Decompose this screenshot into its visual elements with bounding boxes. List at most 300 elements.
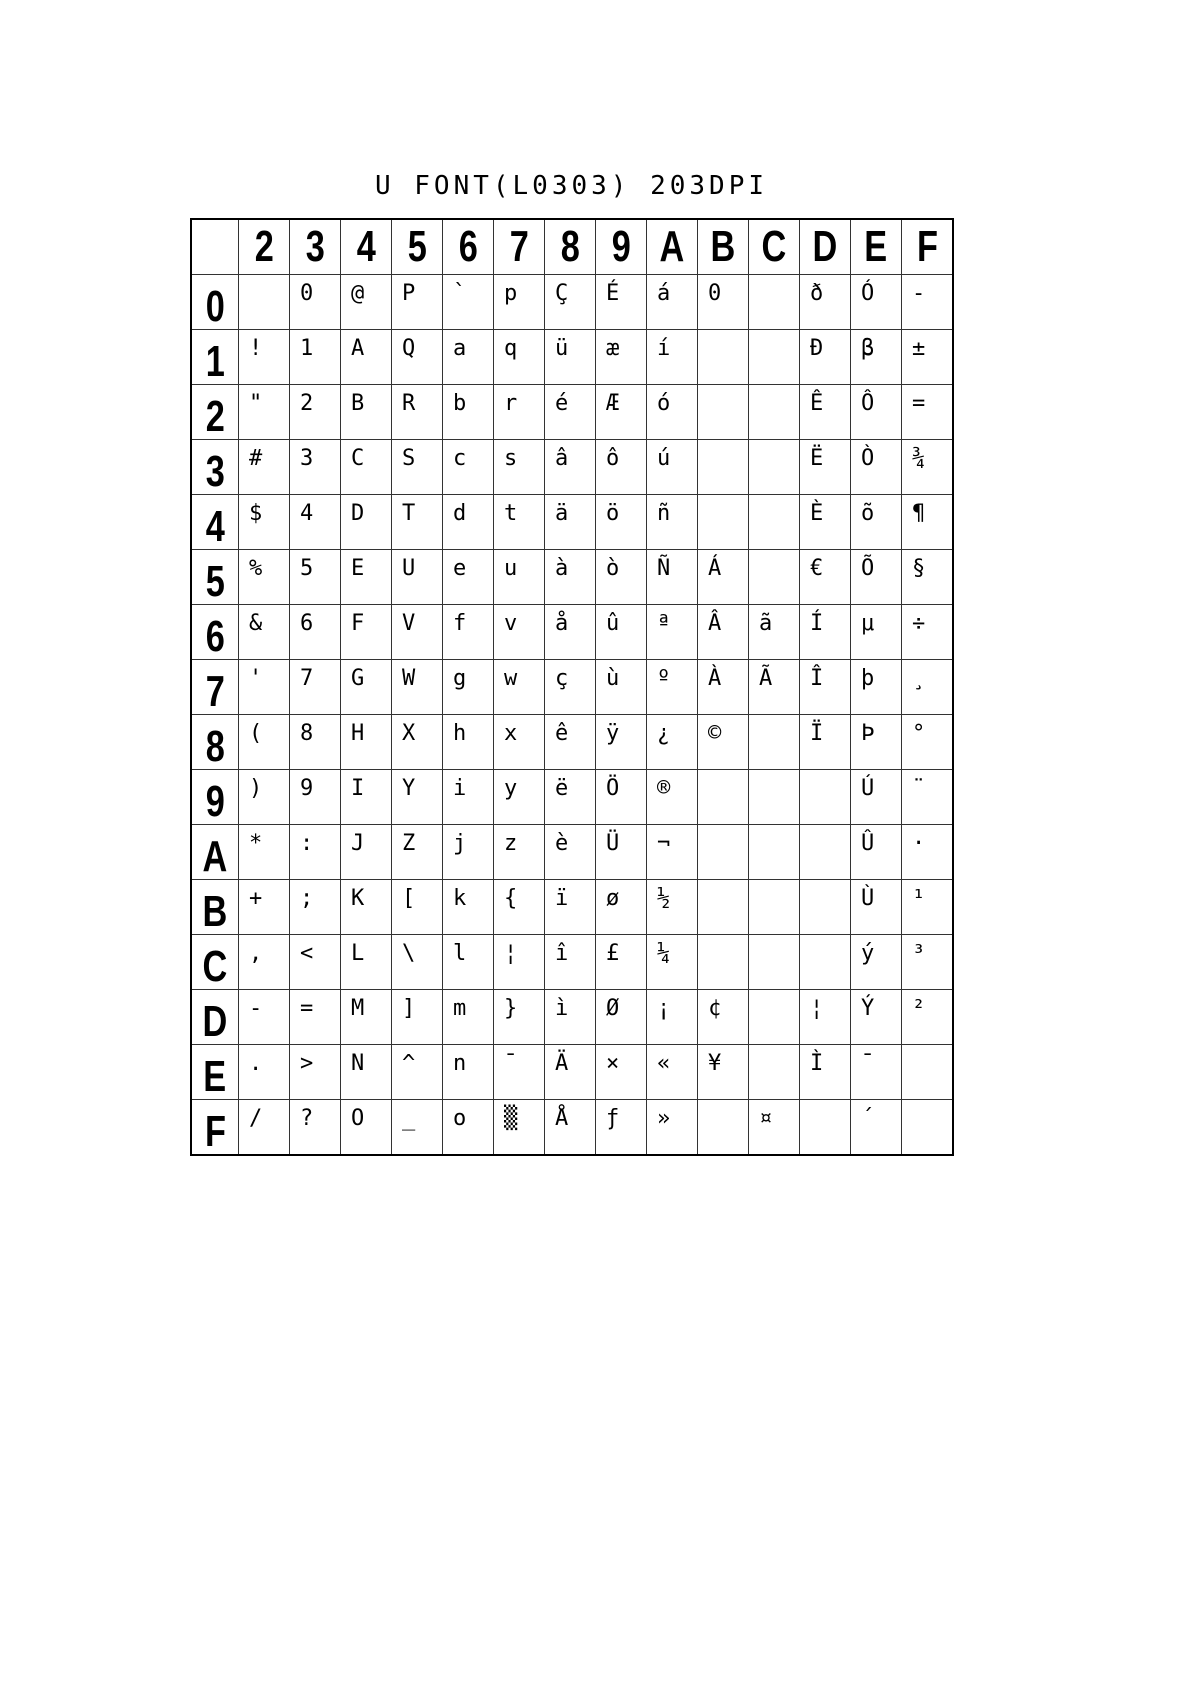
glyph: 8	[300, 721, 314, 746]
glyph: ê	[555, 721, 569, 746]
row-header-7	[191, 660, 239, 715]
table-row	[191, 825, 953, 880]
glyph-cell	[290, 770, 341, 825]
glyph: (	[249, 721, 263, 746]
glyph-cell	[341, 330, 392, 385]
glyph: Ñ	[657, 556, 671, 581]
glyph: ò	[606, 556, 620, 581]
column-header-label: C	[761, 222, 787, 271]
glyph-cell	[341, 440, 392, 495]
glyph: q	[504, 336, 518, 361]
glyph-cell	[800, 660, 851, 715]
glyph: .	[249, 1051, 263, 1076]
glyph-cell	[392, 1100, 443, 1156]
glyph-cell	[800, 1100, 851, 1156]
column-header-9	[596, 219, 647, 275]
glyph: ¾	[912, 446, 926, 471]
glyph-cell	[749, 275, 800, 330]
glyph-cell	[545, 770, 596, 825]
glyph-cell	[494, 770, 545, 825]
glyph-cell	[443, 275, 494, 330]
glyph-cell	[545, 935, 596, 990]
glyph	[749, 715, 799, 723]
glyph-cell	[545, 550, 596, 605]
row-header-6	[191, 605, 239, 660]
glyph: !	[249, 336, 263, 361]
glyph	[698, 440, 748, 448]
glyph-cell	[596, 715, 647, 770]
glyph: R	[402, 391, 416, 416]
glyph-cell	[341, 935, 392, 990]
glyph	[698, 825, 748, 833]
glyph: j	[453, 831, 467, 856]
glyph: À	[708, 666, 722, 691]
glyph-cell	[800, 330, 851, 385]
glyph: m	[453, 996, 467, 1021]
glyph	[698, 330, 748, 338]
glyph-cell	[545, 495, 596, 550]
glyph: %	[249, 556, 263, 581]
column-header-b	[698, 219, 749, 275]
glyph-cell	[392, 275, 443, 330]
glyph	[749, 990, 799, 998]
glyph: β	[861, 336, 875, 361]
glyph: ¬	[657, 831, 671, 856]
glyph-cell	[239, 440, 290, 495]
glyph-cell	[494, 550, 545, 605]
glyph: ¯	[861, 1051, 875, 1076]
glyph: T	[402, 501, 416, 526]
glyph: ñ	[657, 501, 671, 526]
glyph-cell	[239, 385, 290, 440]
column-header-4	[341, 219, 392, 275]
glyph: K	[351, 886, 365, 911]
glyph-cell	[494, 715, 545, 770]
table-row	[191, 770, 953, 825]
glyph-cell	[596, 385, 647, 440]
glyph	[698, 880, 748, 888]
glyph-cell	[902, 825, 954, 880]
glyph: Ù	[861, 886, 875, 911]
glyph-cell	[239, 330, 290, 385]
row-header-label: 5	[205, 557, 225, 605]
glyph: å	[555, 611, 569, 636]
glyph-cell	[902, 880, 954, 935]
glyph: ¤	[759, 1106, 773, 1131]
glyph-cell	[392, 770, 443, 825]
glyph: ^	[402, 1051, 416, 1076]
glyph-cell	[902, 605, 954, 660]
row-header-9	[191, 770, 239, 825]
column-header-label: B	[710, 222, 736, 271]
glyph-cell	[698, 880, 749, 935]
glyph: l	[453, 941, 467, 966]
glyph: ¿	[657, 721, 671, 746]
glyph-cell	[698, 715, 749, 770]
glyph: ®	[657, 776, 671, 801]
table-row	[191, 330, 953, 385]
row-header-3	[191, 440, 239, 495]
glyph-cell	[545, 660, 596, 715]
glyph-cell	[545, 1100, 596, 1156]
glyph: J	[351, 831, 365, 856]
column-header-3	[290, 219, 341, 275]
glyph: ä	[555, 501, 569, 526]
glyph: ]	[402, 996, 416, 1021]
glyph: ±	[912, 336, 926, 361]
glyph-cell	[443, 990, 494, 1045]
page-title: U FONT(L0303) 203DPI	[374, 171, 769, 201]
column-header-a	[647, 219, 698, 275]
glyph-cell	[596, 275, 647, 330]
glyph: -	[249, 996, 263, 1021]
glyph-cell	[443, 385, 494, 440]
glyph: Ã	[759, 666, 773, 691]
glyph: U	[402, 556, 416, 581]
glyph-cell	[851, 385, 902, 440]
glyph-cell	[341, 495, 392, 550]
glyph-cell	[596, 440, 647, 495]
column-header-label: D	[812, 222, 838, 271]
row-header-0	[191, 275, 239, 330]
glyph-cell	[341, 605, 392, 660]
glyph: M	[351, 996, 365, 1021]
glyph-cell	[698, 440, 749, 495]
glyph: B	[351, 391, 365, 416]
glyph-cell	[545, 385, 596, 440]
glyph-cell	[494, 990, 545, 1045]
row-header-label: 8	[205, 722, 225, 770]
glyph-cell	[494, 330, 545, 385]
glyph-cell	[290, 495, 341, 550]
row-header-label: 1	[205, 337, 225, 385]
row-header-4	[191, 495, 239, 550]
table-row	[191, 1045, 953, 1100]
glyph-cell	[290, 990, 341, 1045]
glyph: z	[504, 831, 518, 856]
glyph: Ó	[861, 281, 875, 306]
glyph-cell	[749, 440, 800, 495]
glyph-cell	[545, 715, 596, 770]
column-header-e	[851, 219, 902, 275]
glyph: ï	[555, 886, 569, 911]
row-header-1	[191, 330, 239, 385]
glyph-cell	[698, 990, 749, 1045]
glyph-cell	[290, 440, 341, 495]
glyph-cell	[443, 550, 494, 605]
glyph-cell	[851, 935, 902, 990]
glyph: Ç	[555, 281, 569, 306]
glyph-cell	[239, 495, 290, 550]
glyph	[749, 330, 799, 338]
glyph-cell	[647, 880, 698, 935]
glyph: É	[606, 281, 620, 306]
row-header-a	[191, 825, 239, 880]
glyph-cell	[749, 1100, 800, 1156]
glyph: G	[351, 666, 365, 691]
glyph-cell	[494, 1100, 545, 1156]
glyph: ¼	[657, 941, 671, 966]
glyph-cell	[596, 1045, 647, 1100]
glyph: Ð	[810, 336, 824, 361]
glyph: ÿ	[606, 721, 620, 746]
glyph: ¦	[504, 941, 518, 966]
glyph-cell	[341, 880, 392, 935]
glyph-cell	[341, 275, 392, 330]
glyph-cell	[392, 935, 443, 990]
glyph-cell	[647, 495, 698, 550]
glyph: L	[351, 941, 365, 966]
row-header-label: B	[202, 887, 228, 935]
glyph: C	[351, 446, 365, 471]
glyph: Ï	[810, 721, 824, 746]
glyph-cell	[290, 385, 341, 440]
glyph: ë	[555, 776, 569, 801]
glyph-cell	[341, 1045, 392, 1100]
glyph: E	[351, 556, 365, 581]
glyph-cell	[800, 715, 851, 770]
glyph: b	[453, 391, 467, 416]
glyph-cell	[647, 440, 698, 495]
glyph: è	[555, 831, 569, 856]
glyph	[800, 770, 850, 778]
glyph: ª	[657, 611, 671, 636]
glyph-cell	[290, 660, 341, 715]
glyph: +	[249, 886, 263, 911]
glyph: c	[453, 446, 467, 471]
glyph: 2	[300, 391, 314, 416]
glyph: {	[504, 886, 518, 911]
glyph-cell	[494, 935, 545, 990]
glyph-cell	[851, 715, 902, 770]
column-header-label: F	[916, 222, 938, 271]
glyph: €	[810, 556, 824, 581]
glyph-cell	[851, 990, 902, 1045]
glyph-cell	[902, 660, 954, 715]
glyph-cell	[596, 495, 647, 550]
glyph-cell	[647, 660, 698, 715]
row-header-label: 3	[205, 447, 225, 495]
glyph: ç	[555, 666, 569, 691]
glyph: ü	[555, 336, 569, 361]
glyph: à	[555, 556, 569, 581]
glyph-cell	[749, 715, 800, 770]
glyph: ì	[555, 996, 569, 1021]
glyph-cell	[800, 440, 851, 495]
glyph-cell	[545, 1045, 596, 1100]
glyph: ô	[606, 446, 620, 471]
glyph: [	[402, 886, 416, 911]
glyph-cell	[596, 770, 647, 825]
glyph: æ	[606, 336, 620, 361]
glyph: u	[504, 556, 518, 581]
glyph-cell	[596, 880, 647, 935]
column-header-8	[545, 219, 596, 275]
glyph-cell	[443, 715, 494, 770]
glyph-cell	[851, 440, 902, 495]
glyph: d	[453, 501, 467, 526]
glyph-cell	[800, 605, 851, 660]
glyph-cell	[341, 385, 392, 440]
column-header-label: 5	[407, 222, 427, 271]
glyph: Ü	[606, 831, 620, 856]
glyph: 9	[300, 776, 314, 801]
glyph	[749, 495, 799, 503]
glyph-cell	[290, 880, 341, 935]
glyph-cell	[341, 550, 392, 605]
glyph-cell	[749, 935, 800, 990]
glyph: Ì	[810, 1051, 824, 1076]
glyph-cell	[647, 770, 698, 825]
row-header-5	[191, 550, 239, 605]
glyph: Æ	[606, 391, 620, 416]
glyph: N	[351, 1051, 365, 1076]
glyph: ×	[606, 1051, 620, 1076]
glyph-cell	[800, 1045, 851, 1100]
glyph: #	[249, 446, 263, 471]
glyph-cell	[851, 1100, 902, 1156]
glyph: V	[402, 611, 416, 636]
glyph: @	[351, 281, 365, 306]
glyph: ³	[912, 941, 926, 966]
glyph	[749, 550, 799, 558]
glyph-cell	[698, 495, 749, 550]
glyph-cell	[239, 880, 290, 935]
glyph	[800, 880, 850, 888]
glyph: Ê	[810, 391, 824, 416]
row-header-label: 2	[205, 392, 225, 440]
glyph-cell	[239, 770, 290, 825]
glyph: ¶	[912, 501, 926, 526]
glyph: Â	[708, 611, 722, 636]
glyph-cell	[800, 990, 851, 1045]
glyph: â	[555, 446, 569, 471]
glyph-cell	[902, 990, 954, 1045]
glyph-cell	[392, 550, 443, 605]
glyph: ø	[606, 886, 620, 911]
glyph: /	[249, 1106, 263, 1131]
glyph-cell	[239, 825, 290, 880]
glyph	[749, 385, 799, 393]
glyph: `	[453, 281, 467, 306]
glyph	[239, 275, 289, 283]
glyph	[749, 275, 799, 283]
glyph: ã	[759, 611, 773, 636]
glyph: Á	[708, 556, 722, 581]
glyph: n	[453, 1051, 467, 1076]
row-header-2	[191, 385, 239, 440]
glyph-cell	[443, 770, 494, 825]
row-header-8	[191, 715, 239, 770]
glyph: =	[912, 391, 926, 416]
glyph: _	[402, 1106, 416, 1131]
glyph-cell	[902, 1045, 954, 1100]
glyph: ▒	[504, 1106, 518, 1131]
glyph-cell	[341, 715, 392, 770]
character-map-body	[191, 275, 953, 1156]
glyph: y	[504, 776, 518, 801]
glyph: 1	[300, 336, 314, 361]
glyph: Y	[402, 776, 416, 801]
row-header-label: 4	[205, 502, 225, 550]
glyph: f	[453, 611, 467, 636]
glyph-cell	[647, 1045, 698, 1100]
glyph-cell	[239, 275, 290, 330]
glyph-cell	[290, 935, 341, 990]
glyph: Z	[402, 831, 416, 856]
column-header-label: A	[659, 222, 685, 271]
table-row	[191, 440, 953, 495]
glyph-cell	[800, 385, 851, 440]
character-map-table	[190, 218, 954, 1156]
row-header-label: E	[203, 1052, 227, 1100]
glyph: :	[300, 831, 314, 856]
column-header-2	[239, 219, 290, 275]
column-header-label: 4	[356, 222, 376, 271]
glyph-cell	[698, 660, 749, 715]
glyph: »	[657, 1106, 671, 1131]
glyph-cell	[749, 330, 800, 385]
glyph-cell	[647, 385, 698, 440]
glyph	[698, 1100, 748, 1108]
glyph: p	[504, 281, 518, 306]
glyph: i	[453, 776, 467, 801]
glyph-cell	[443, 1100, 494, 1156]
glyph-cell	[290, 825, 341, 880]
glyph-cell	[392, 330, 443, 385]
glyph-cell	[647, 935, 698, 990]
glyph: S	[402, 446, 416, 471]
glyph-cell	[851, 495, 902, 550]
glyph-cell	[749, 825, 800, 880]
glyph-cell	[341, 990, 392, 1045]
glyph: v	[504, 611, 518, 636]
glyph: ¯	[504, 1051, 518, 1076]
column-header-6	[443, 219, 494, 275]
glyph-cell	[698, 275, 749, 330]
table-row	[191, 275, 953, 330]
glyph: ©	[708, 721, 722, 746]
glyph: e	[453, 556, 467, 581]
row-header-label: 6	[205, 612, 225, 660]
glyph-cell	[800, 825, 851, 880]
glyph-cell	[341, 1100, 392, 1156]
glyph-cell	[596, 1100, 647, 1156]
glyph-cell	[596, 330, 647, 385]
glyph-cell	[698, 1100, 749, 1156]
glyph-cell	[902, 275, 954, 330]
glyph-cell	[851, 330, 902, 385]
glyph: P	[402, 281, 416, 306]
glyph: ù	[606, 666, 620, 691]
glyph-cell	[392, 660, 443, 715]
glyph-cell	[800, 880, 851, 935]
glyph-cell	[749, 880, 800, 935]
glyph	[749, 825, 799, 833]
glyph-cell	[749, 605, 800, 660]
glyph-cell	[494, 660, 545, 715]
glyph-cell	[392, 1045, 443, 1100]
glyph-cell	[698, 825, 749, 880]
glyph-cell	[290, 605, 341, 660]
glyph: Å	[555, 1106, 569, 1131]
glyph: r	[504, 391, 518, 416]
glyph: Ö	[606, 776, 620, 801]
glyph: Ú	[861, 776, 875, 801]
table-row	[191, 715, 953, 770]
glyph-cell	[596, 660, 647, 715]
glyph-cell	[392, 825, 443, 880]
